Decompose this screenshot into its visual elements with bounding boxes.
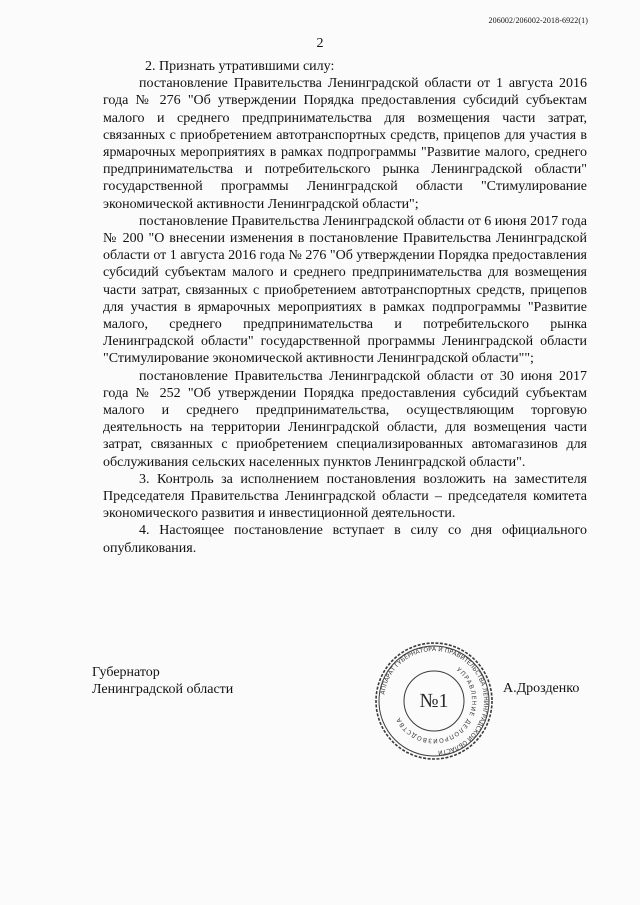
repealed-act-1: постановление Правительства Ленинградской области от 1 августа 2016 года № 276 "Об утверждении Порядка предоставления субсидий субъектам малого и среднего предпринимательства для возмещения части затрат, связанных с приобретением автотранспортных средств, прицепов для участия в ярмарочных мероприятиях в рамках подпрограммы "Развитие малого, среднего предпринимательства и потребительского рынка Ленинградской области" государственной программы Ленинградской области "Стимулирование экономической активности Ленинградской области"; <box>103 76 587 212</box>
seal-number: №1 <box>419 690 449 712</box>
signature-title-line1: Губернатор <box>92 665 160 680</box>
seal-inner-text: УПРАВЛЕНИЕ ДЕЛОПРОИЗВОДСТВА <box>394 666 478 745</box>
repealed-act-3: постановление Правительства Ленинградской области от 30 июня 2017 года № 252 "Об утверждении Порядка предоставления субсидий субъектам малого и среднего предпринимательства, осуществляющим торговую деятельность на территории Ленинградской области, для возмещения части затрат, связанных с приобретением специализированных автомагазинов для обслуживания сельских населенных пунктов Ленинградской области". <box>103 368 587 470</box>
signer-name: А.Дрозденко <box>503 681 580 696</box>
seal-outer-text: АППАРАТ ГУБЕРНАТОРА И ПРАВИТЕЛЬСТВА ЛЕНИНГРАДСКОЙ ОБЛАСТИ <box>379 645 490 756</box>
official-seal <box>374 641 494 761</box>
paragraph-item-3: 3. Контроль за исполнением постановления возложить на заместителя Председателя Правительства Ленинградской области – председателя комитета экономического развития и инвестиционной деятельности. <box>103 471 587 522</box>
document-body <box>103 58 587 557</box>
paragraph-item-4: 4. Настоящее постановление вступает в силу со дня официального опубликования. <box>103 523 587 556</box>
page-number: 2 <box>316 36 324 51</box>
paragraph-item-2: 2. Признать утратившими силу: <box>145 59 335 74</box>
document-id: 206002/206002-2018-6922(1) <box>488 16 588 25</box>
repealed-act-2: постановление Правительства Ленинградской области от 6 июня 2017 года № 200 "О внесении изменения в постановление Правительства Ленинградской области от 1 августа 2016 года № 276 "Об утверждении Порядка предоставления субсидий субъектам малого и среднего предпринимательства для возмещения части затрат, связанных с приобретением автотранспортных средств, прицепов для участия в ярмарочных мероприятиях в рамках подпрограммы "Развитие малого, среднего предпринимательства и потребительского рынка Ленинградской области" государственной программы Ленинградской области "Стимулирование экономической активности Ленинградской области""; <box>103 213 587 367</box>
signature-title-line2: Ленинградской области <box>92 682 234 698</box>
signature-block <box>92 664 233 699</box>
